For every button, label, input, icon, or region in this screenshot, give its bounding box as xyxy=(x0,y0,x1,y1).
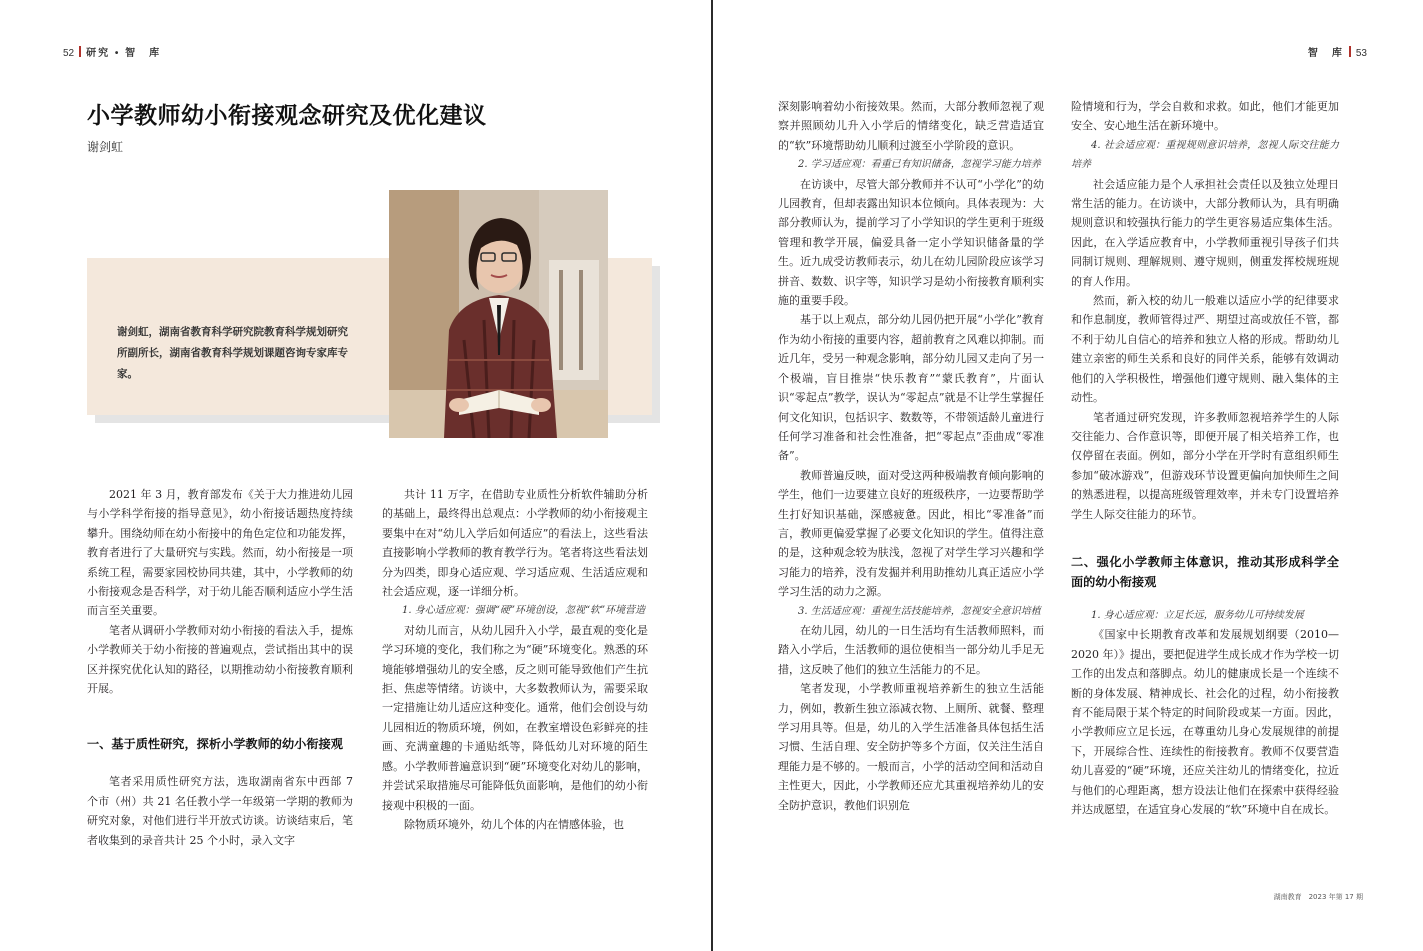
paragraph: 教师普遍反映，面对受这两种极端教育倾向影响的学生，他们一边要建立良好的班级秩序，一边要帮助学生打好知识基础，深感疲惫。因此，相比“零准备”而言，教师更偏爱掌握了必要文化知识的学生。值得注意的是，这种观念较为肤浅，忽视了对学生学习兴趣和学习能力的培养，没有发掘并利用助推幼儿真正适应小学学习生活的动力之源。 xyxy=(778,468,1044,599)
paragraph: 对幼儿而言，从幼儿园升入小学，最直观的变化是学习环境的变化，我们称之为“硬”环境变化。熟悉的环境能够增强幼儿的安全感，反之则可能导致他们产生抗拒、焦虑等情绪。访谈中，大多数教师认为，需要采取一定措施让幼儿适应这种变化。通常，他们会创设与幼儿园相近的物质环境，例如，在教室增设色彩鲜亮的挂画、充满童趣的卡通贴纸等，降低幼儿对环境的陌生感。小学教师普遍意识到“硬”环境变化对幼儿的影响，并尝试采取措施尽可能降低负面影响，是他们的幼小衔接观中积极的一面。 xyxy=(382,623,648,812)
page-number: 53 xyxy=(1355,48,1367,59)
section-label: 研究 • 智 库 xyxy=(86,48,162,59)
paragraph: 基于以上观点，部分幼儿园仍把开展“小学化”教育作为幼小衔接的重要内容，超前教育之风难以抑制。而近几年，受另一种观念影响，部分幼儿园又走向了另一个极端，盲目推崇“快乐教育”“蒙氏教育”，片面认识“零起点”教学，误认为“零起点”就是不让学生掌握任何文化知识，包括识字、数数等，不带领适龄儿童进行任何学习准备和社会性准备，把“零起点”歪曲成“零准备”。 xyxy=(778,313,1044,463)
page-number: 52 xyxy=(63,48,75,59)
subheading: 1. 身心适应观：强调“硬”环境创设，忽视“软”环境营造 xyxy=(402,605,646,617)
subheading: 1. 身心适应观：立足长远，服务幼儿可持续发展 xyxy=(1091,609,1304,621)
spacer xyxy=(87,754,353,772)
left-page xyxy=(0,0,711,951)
right-page xyxy=(714,0,1423,951)
subheading: 4. 社会适应观：重视规则意识培养，忽视人际交往能力培养 xyxy=(1071,139,1339,171)
paragraph: 险情境和行为，学会自救和求救。如此，他们才能更加安全、安心地生活在新环境中。 xyxy=(1071,100,1339,133)
article-author: 谢剑虹 xyxy=(87,140,124,154)
spacer xyxy=(87,698,353,734)
spacer xyxy=(1071,592,1339,606)
column-4 xyxy=(1071,97,1339,819)
column-2 xyxy=(382,485,648,834)
paragraph: 在幼儿园，幼儿的一日生活均有生活教师照料，而踏入小学后，生活教师的退位使相当一部分幼儿手足无措，这反映了他们的独立生活能力的不足。 xyxy=(778,623,1044,676)
column-3 xyxy=(778,97,1044,815)
author-bio: 谢剑虹，湖南省教育科学研究院教育科学规划研究所副所长，湖南省教育科学规划课题咨询专家库专家。 xyxy=(117,326,348,380)
running-head-left xyxy=(63,44,161,59)
article-title: 小学教师幼小衔接观念研究及优化建议 xyxy=(87,103,487,129)
running-head-right xyxy=(1308,44,1367,59)
header-divider xyxy=(1349,46,1351,57)
section-heading: 二、强化小学教师主体意识，推动其形成科学全面的幼小衔接观 xyxy=(1071,554,1339,589)
column-1 xyxy=(87,485,353,850)
paragraph: 在访谈中，尽管大部分教师并不认可“小学化”的幼儿园教育，但却表露出知识本位倾向。具体表现为：大部分教师认为，提前学习了小学知识的学生更利于班级管理和教学开展，偏爱具备一定小学知识储备量的学生。近九成受访教师表示，幼儿在幼儿园阶段应该学习拼音、数数、识字等，知识学习是幼小衔接教育顺利实施的重要手段。 xyxy=(778,177,1044,308)
author-photo xyxy=(389,190,608,438)
paragraph: 笔者发现，小学教师重视培养新生的独立生活能力，例如，教新生独立添减衣物、上厕所、就餐、整理学习用具等。但是，幼儿的入学生活准备具体包括生活习惯、生活自理、安全防护等多个方面，仅关注生活自理能力是不够的。一般而言，小学的活动空间和活动自主性更大，因此，小学教师还应尤其重视培养幼儿的安全防护意识，教他们识别危 xyxy=(778,682,1044,812)
page-footer: 湖南教育 2023 年第 17 期 xyxy=(1273,893,1363,901)
subheading: 3. 生活适应观：重视生活技能培养，忽视安全意识培植 xyxy=(798,605,1041,617)
paragraph: 除物质环境外，幼儿个体的内在情感体验，也 xyxy=(404,817,624,831)
header-divider xyxy=(79,46,81,57)
section-label: 智 库 xyxy=(1307,48,1344,59)
subheading: 2. 学习适应观：看重已有知识储备，忽视学习能力培养 xyxy=(798,159,1041,171)
section-heading: 一、基于质性研究，探析小学教师的幼小衔接观 xyxy=(87,737,343,752)
paragraph: 深刻影响着幼小衔接效果。然而，大部分教师忽视了观察并照顾幼儿升入小学后的情绪变化，缺乏营造适宜的“软”环境帮助幼儿顺利过渡至小学阶段的意识。 xyxy=(778,100,1044,152)
paragraph: 笔者采用质性研究方法，选取湖南省东中西部 7 个市（州）共 21 名任教小学一年级第一学期的教师为研究对象，对他们进行半开放式访谈。访谈结束后，笔者收集到的录音共计 25 个小时，录入文字 xyxy=(87,775,353,847)
paragraph: 然而，新入校的幼儿一般难以适应小学的纪律要求和作息制度，教师管得过严、期望过高或放任不管，都不利于幼儿自信心的培养和独立人格的形成。帮助幼儿建立亲密的师生关系和良好的同伴关系，能够有效调动他们的入学积极性，增强他们遵守规则、融入集体的主动性。 xyxy=(1071,294,1339,405)
paragraph: 笔者从调研小学教师对幼小衔接的看法入手，提炼小学教师关于幼小衔接的普遍观点，尝试指出其中的误区并探究优化认知的路径，以期推动幼小衔接教育顺利开展。 xyxy=(87,623,353,696)
paragraph: 《国家中长期教育改革和发展规划纲要（2010—2020 年）》提出，要把促进学生成长成才作为学校一切工作的出发点和落脚点。幼儿的健康成长是一个连续不断的身体发展、精神成长、社会化的过程，幼小衔接教育不能局限于某个特定的时间阶段或某一方面。因此，小学教师应立足长远，在尊重幼儿身心发展规律的前提下，开展综合性、连续性的衔接教育。教师不仅要营造幼儿喜爱的“硬”环境，还应关注幼儿的情绪变化，拉近与他们的心理距离，想方设法让他们在探索中获得经验并达成愿望，在适宜身心发展的“软”环境中自在成长。 xyxy=(1071,628,1339,816)
page-gutter xyxy=(711,0,713,951)
paragraph: 笔者通过研究发现，许多教师忽视培养学生的人际交往能力、合作意识等，即便开展了相关培养工作，也仅停留在表面。例如，部分小学在开学时有意组织师生参加“破冰游戏”，但游戏环节设置更偏向加快师生之间的熟悉进程，以提高班级管理效率，并未专门设置培养学生人际交往能力的环节。 xyxy=(1071,410,1339,521)
paragraph: 社会适应能力是个人承担社会责任以及独立处理日常生活的能力。在访谈中，大部分教师认为，具有明确规则意识和较强执行能力的学生更容易适应集体生活。因此，在入学适应教育中，小学教师重视引导孩子们共同制订规则、理解规则、遵守规则，侧重发挥校规班规的育人作用。 xyxy=(1071,177,1339,288)
paragraph: 共计 11 万字，在借助专业质性分析软件辅助分析的基础上，最终得出总观点：小学教师的幼小衔接观主要集中在对“幼儿入学后如何适应”的看法上，这些看法直接影响小学教师的教育教学行为。笔者将这些看法划分为四类，即身心适应观、学习适应观、生活适应观和社会适应观，逐一详细分析。 xyxy=(382,488,648,599)
spacer xyxy=(1071,524,1339,552)
paragraph: 2021 年 3 月，教育部发布《关于大力推进幼儿园与小学科学衔接的指导意见》，幼小衔接话题热度持续攀升。围绕幼师在幼小衔接中的角色定位和功能发挥，教育者进行了大量研究与实践。然而，幼小衔接是一项系统工程，需要家园校协同共建，其中，小学教师的幼小衔接观念是否科学，对于幼儿能否顺利适应小学生活而言至关重要。 xyxy=(87,488,353,618)
